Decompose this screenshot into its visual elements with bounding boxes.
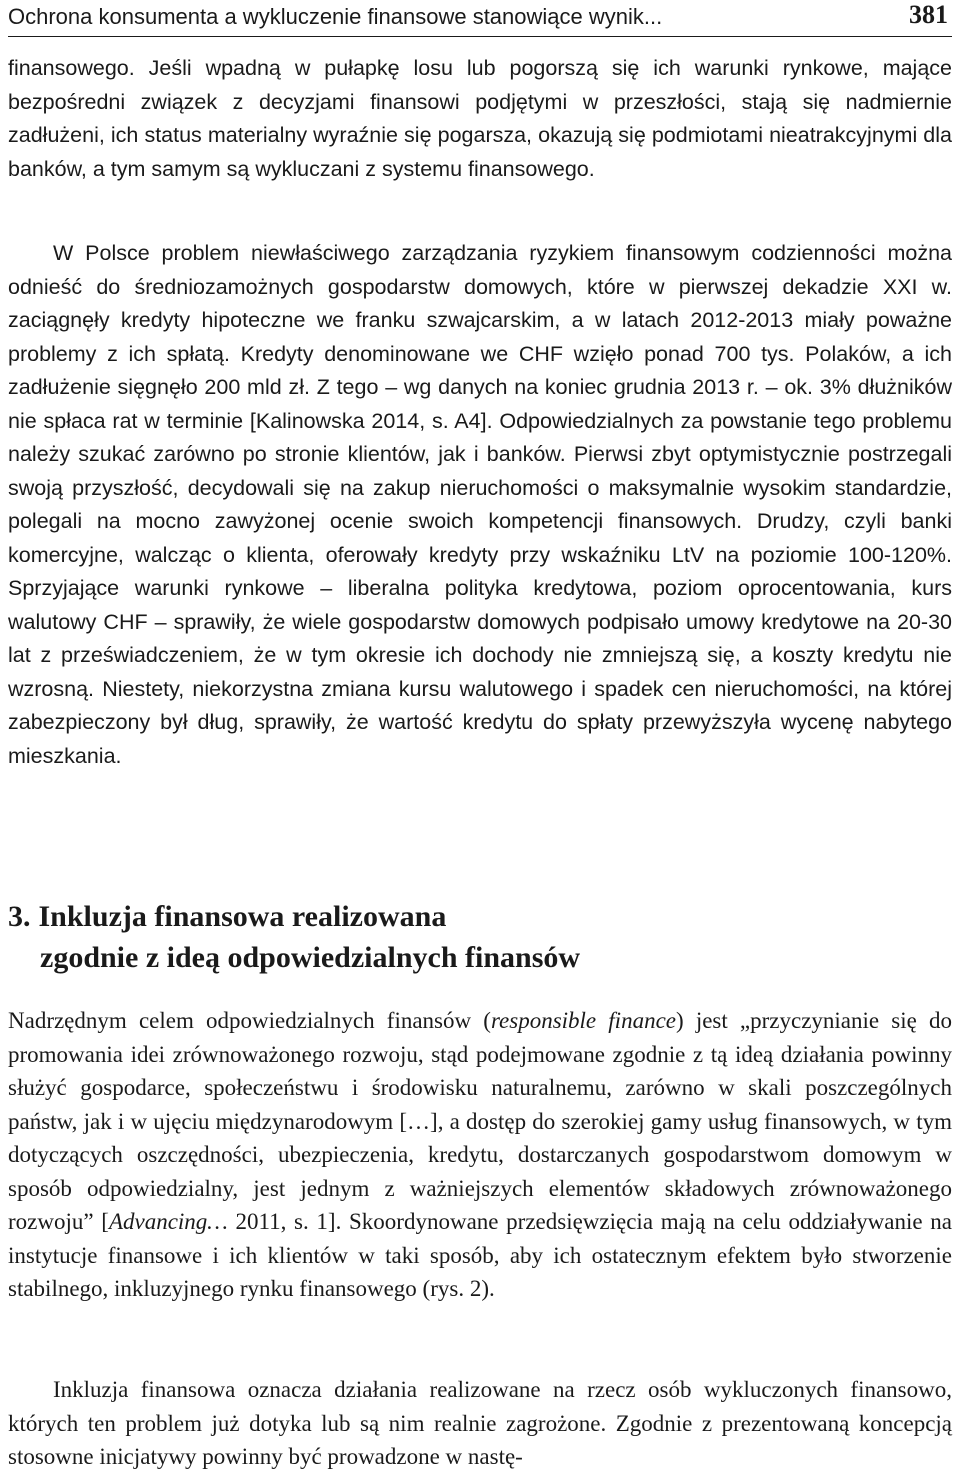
- section-number: 3.: [8, 900, 31, 933]
- paragraph-text-part: 2011, s. 1]. Skoordynowane przedsięwzięcia mają na celu oddziaływanie na instytucje finansowe i ich klientów w taki sposób, aby ich ostatecznym efektem było stworzenie stabilnego, inkluzyjnego rynku finansowego (rys. 2).: [8, 1209, 952, 1301]
- paragraph-responsible-finance: [8, 1004, 952, 1306]
- paragraph-polish-chf-loans: [8, 237, 952, 773]
- section-title-line1: Inkluzja finansowa realizowana: [38, 900, 447, 933]
- paragraph-text-part: Nadrzędnym celem odpowiedzialnych finansów (: [8, 1008, 491, 1033]
- page-number: 381: [909, 0, 948, 29]
- paragraph-text-part: ) jest „przyczynianie się do promowania idei zrównoważonego rozwoju, stąd podejmowane zgodnie z tą ideą działania powinny służyć gospodarce, społeczeństwu i środowisku naturalnemu, zarówno w skali poszczególnych państw, jak i w ujęciu międzynarodowym […], a dostęp do szerokiej gamy usług finansowych, w tym dotyczących oszczędności, ubezpieczenia, kredytu, dostarczanych gospodarstwom domowym w sposób odpowiedzialny, jest jednym z ważniejszych elementów składowych zrównoważonego rozwoju” [: [8, 1008, 952, 1234]
- paragraph-financial-inclusion: Inkluzja finansowa oznacza działania realizowane na rzecz osób wykluczonych finansowo, których ten problem już dotyka lub są nim realnie zagrożone. Zgodnie z prezentowaną koncepcją stosowne inicjatywy powinny być prowadzone w nastę-: [8, 1377, 952, 1469]
- section-title-line2: zgodnie z ideą odpowiedzialnych finansów: [40, 941, 581, 974]
- italic-citation: Advancing…: [108, 1209, 228, 1234]
- running-header: [8, 0, 952, 37]
- italic-term: responsible finance: [490, 1008, 676, 1033]
- running-header-title: Ochrona konsumenta a wykluczenie finansowe stanowiące wynik...: [8, 4, 663, 29]
- paragraph-text: W Polsce problem niewłaściwego zarządzania ryzykiem finansowym codzienności można odnieść do średniozamożnych gospodarstw domowych, które w pierwszej dekadzie XXI w. zaciągnęły kredyty hipoteczne we franku szwajcarskim, a w latach 2012-2013 miały poważne problemy z ich spłatą. Kredyty denominowane we CHF wzięło ponad 700 tys. Polaków, a ich zadłużenie sięgnęło 200 mld zł. Z tego – wg danych na koniec grudnia 2013 r. – ok. 3% dłużników nie spłaca rat w terminie [Kalinowska 2014, s. A4]. Odpowiedzialnych za powstanie tego problemu należy szukać zarówno po stronie klientów, jak i banków. Pierwsi zbyt optymistycznie postrzegali swoją przyszłość, decydowali się na zakup nieruchomości o maksymalnie wysokim standardzie, polegali na mocno zawyżonej ocenie swoich kompetencji finansowych. Drudzy, czyli banki komercyjne, walcząc o klienta, oferowały kredyty przy wskaźniku LtV na poziomie 100-120%. Sprzyjające warunki rynkowe – liberalna polityka kredytowa, poziom oprocentowania, kurs walutowy CHF – sprawiły, że wiele gospodarstw domowych podpisało umowy kredytowe na 20-30 lat z przeświadczeniem, że w tym okresie ich dochody nie zmniejszą się, a koszty kredytu nie wzrosną. Niestety, niekorzystna zmiana kursu walutowego i spadek cen nieruchomości, na której zabezpieczony był dług, sprawiły, że wartość kredytu do spłaty przewyższyła wycenę nabytego mieszkania.: [8, 241, 952, 768]
- paragraph-continuation: finansowego. Jeśli wpadną w pułapkę losu lub pogorszą się ich warunki rynkowe, mające bezpośredni związek z decyzjami finansowi podjętymi w przeszłości, stają się nadmiernie zadłużeni, ich status materialny wyraźnie się pogarsza, okazują się podmiotami nieatrakcyjnymi dla banków, a tym samym są wykluczani z systemu finansowego.: [8, 56, 952, 181]
- section-heading: [8, 896, 580, 978]
